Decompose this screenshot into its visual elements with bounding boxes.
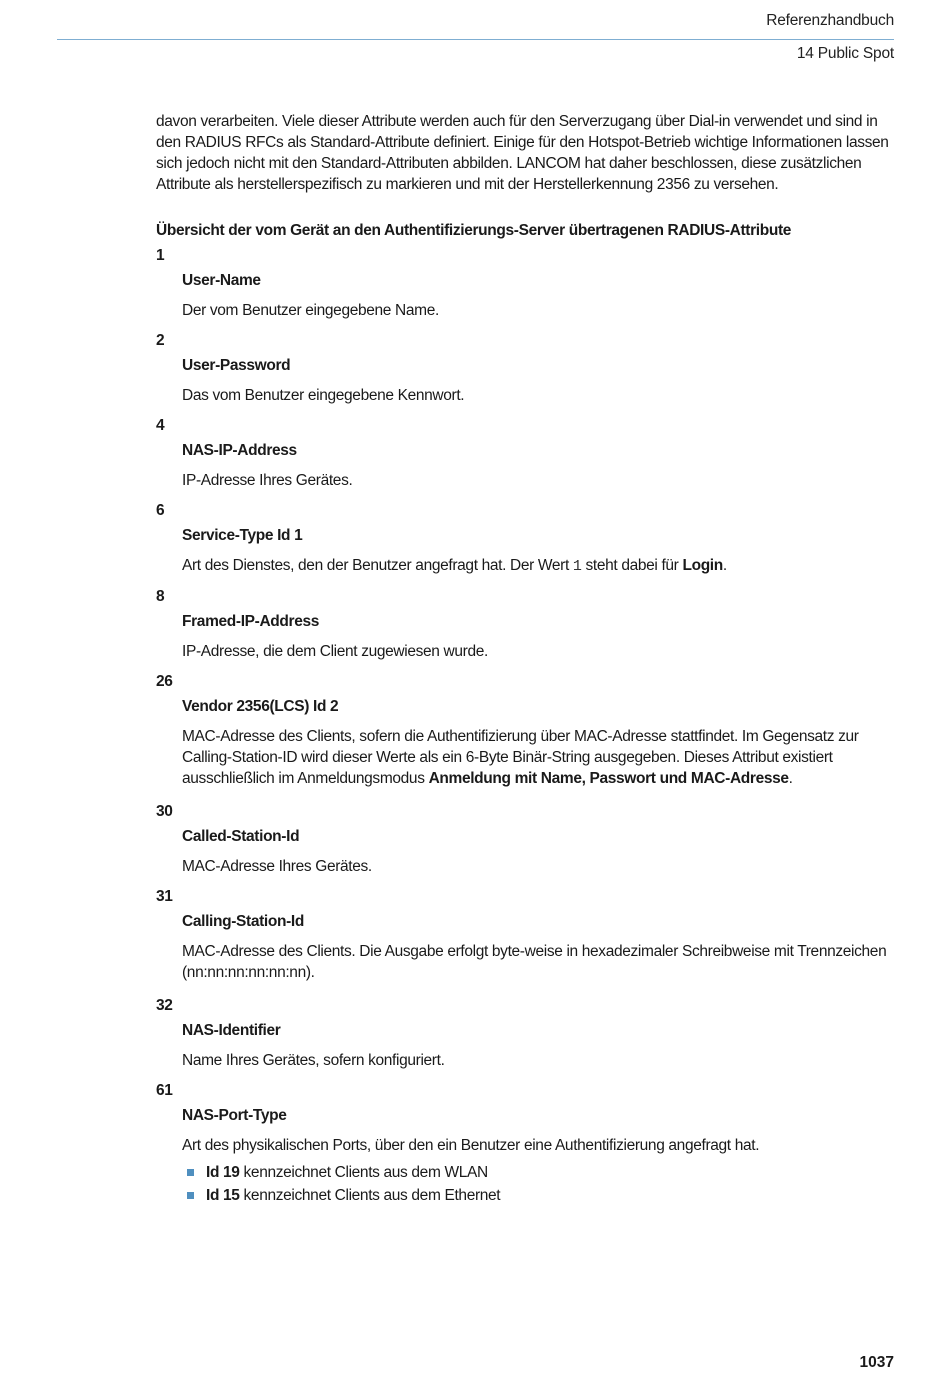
attribute-id: 31 — [156, 888, 173, 905]
attribute-name: NAS-Identifier — [182, 1022, 281, 1039]
section-heading: Übersicht der vom Gerät an den Authentifizierungs-Server übertragenen RADIUS-Attribute — [156, 222, 792, 239]
description-text: Art des Dienstes, den der Benutzer angefragt hat. Der Wert — [182, 557, 573, 574]
attribute-name: Framed-IP-Address — [182, 613, 320, 630]
port-type-text: kennzeichnet Clients aus dem Ethernet — [239, 1187, 501, 1204]
bullet-square-icon — [187, 1192, 194, 1199]
attribute-name: Service-Type Id 1 — [182, 527, 303, 544]
attribute-description: Das vom Benutzer eingegebene Kennwort. — [182, 387, 465, 404]
attribute-id: 1 — [156, 247, 165, 264]
list-item — [182, 1161, 896, 1184]
attribute-name: User-Name — [182, 272, 261, 289]
page-content — [156, 111, 896, 1207]
header-rule — [57, 39, 894, 40]
attribute-id: 32 — [156, 997, 173, 1014]
attribute-id: 4 — [156, 417, 165, 434]
attribute-description: Der vom Benutzer eingegebene Name. — [182, 302, 439, 319]
port-type-text: kennzeichnet Clients aus dem WLAN — [239, 1164, 488, 1181]
attribute-name: NAS-Port-Type — [182, 1107, 287, 1124]
attribute-id: 8 — [156, 588, 165, 605]
attribute-id: 61 — [156, 1082, 173, 1099]
description-emphasis: Login — [682, 557, 723, 574]
description-text: . — [788, 770, 793, 787]
attribute-description — [182, 555, 896, 577]
description-text: steht dabei für — [581, 557, 683, 574]
page-number: 1037 — [859, 1354, 894, 1371]
bullet-square-icon — [187, 1169, 194, 1176]
attribute-name: Calling-Station-Id — [182, 913, 304, 930]
attribute-id: 30 — [156, 803, 173, 820]
header-chapter: 14 Public Spot — [796, 45, 894, 62]
attribute-name: User-Password — [182, 357, 291, 374]
attribute-id: 6 — [156, 502, 165, 519]
value-code: 1 — [572, 558, 582, 575]
attribute-description: Name Ihres Gerätes, sofern konfiguriert. — [182, 1052, 445, 1069]
attribute-name: NAS-IP-Address — [182, 442, 297, 459]
port-type-list — [182, 1161, 896, 1207]
attribute-id: 2 — [156, 332, 165, 349]
attribute-description: IP-Adresse, die dem Client zugewiesen wurde. — [182, 643, 488, 660]
attribute-name: Vendor 2356(LCS) Id 2 — [182, 698, 339, 715]
port-type-id: Id 15 — [206, 1187, 240, 1204]
attribute-description: MAC-Adresse des Clients. Die Ausgabe erfolgt byte-weise in hexadezimaler Schreibweise mit Trennzeichen (nn:nn:nn:nn:nn:nn). — [182, 943, 887, 981]
attribute-description: MAC-Adresse Ihres Gerätes. — [182, 858, 372, 875]
intro-paragraph: davon verarbeiten. Viele dieser Attribute werden auch für den Serverzugang über Dial-in verwendet und sind in den RADIUS RFCs als Standard-Attribute definiert. Einige für den Hotspot-Betrieb wichtige Informationen lassen sich jedoch nicht mit den Standard-Attributen abbilden. LANCOM hat daher beschlossen, diese zusätzlichen Attribute als herstellerspezifisch zu markieren und mit der Herstellerkennung 2356 zu versehen. — [156, 113, 889, 193]
description-text: . — [722, 557, 727, 574]
port-type-id: Id 19 — [206, 1164, 240, 1181]
attribute-name: Called-Station-Id — [182, 828, 300, 845]
attribute-description: Art des physikalischen Ports, über den ein Benutzer eine Authentifizierung angefragt hat. — [182, 1137, 760, 1154]
attribute-description: IP-Adresse Ihres Gerätes. — [182, 472, 353, 489]
description-emphasis: Anmeldung mit Name, Passwort und MAC-Adresse — [428, 770, 789, 787]
description-text: MAC-Adresse des Clients, sofern die Authentifizierung über MAC-Adresse stattfindet. Im Gegensatz zur Calling-Station-ID wird dieser Werte als ein 6-Byte Binär-String ausgegeben. Dieses Attribut existiert ausschließlich im Anmeldungsmodus — [182, 728, 859, 787]
list-item — [182, 1184, 896, 1207]
attribute-description — [182, 726, 896, 789]
attribute-id: 26 — [156, 673, 173, 690]
header-title: Referenzhandbuch — [766, 12, 894, 29]
